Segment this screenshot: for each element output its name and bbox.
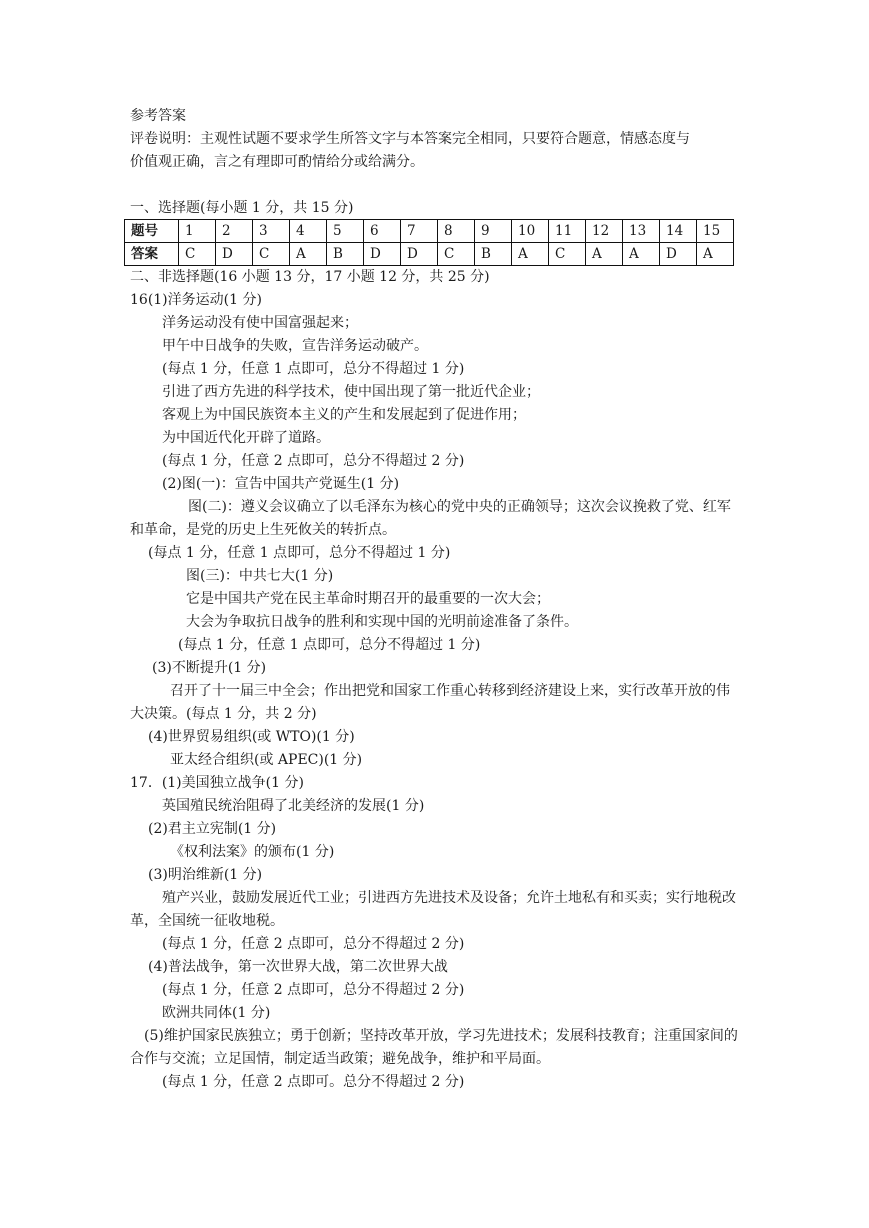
answer-paragraph: 图(二)：遵义会议确立了以毛泽东为核心的党中央的正确领导；这次会议挽救了党、红军和革命，是党的历史上生死攸关的转折点。 (130, 499, 731, 538)
answer-line: 客观上为中国民族资本主义的产生和发展起到了促进作用； (162, 407, 526, 423)
answer-line: 《权利法案》的颁布(1 分) (170, 844, 335, 860)
table-row-answers (125, 243, 734, 266)
page-title: 参考答案 (130, 108, 186, 124)
answer-line: 亚太经合组织(或 APEC)(1 分) (170, 752, 363, 768)
answer-cell: D (660, 243, 697, 266)
question-number: 8 (438, 220, 475, 243)
q16-part4: (4)世界贸易组织(或 WTO)(1 分) (148, 729, 355, 745)
header-block (130, 105, 740, 220)
q17-part4: (4)普法战争，第一次世界大战，第二次世界大战 (148, 959, 448, 975)
answer-paragraph: (5)维护国家民族独立；勇于创新；坚持改革开放，学习先进技术；发展科技教育；注重国家间的合作与交流；立足国情，制定适当政策；避免战争，维护和平局面。 (130, 1028, 738, 1067)
answer-cell: C (253, 243, 290, 266)
answer-paragraph: 殖产兴业，鼓励发展近代工业；引进西方先进技术及设备；允许土地私有和买卖；实行地税改革，全国统一征收地税。 (130, 890, 736, 929)
question-number: 15 (697, 220, 734, 243)
answer-line: 为中国近代化开辟了道路。 (162, 430, 330, 446)
section1-heading: 一、选择题(每小题 1 分，共 15 分) (130, 200, 354, 216)
question-number: 14 (660, 220, 697, 243)
q17-part1: 17．(1)美国独立战争(1 分) (130, 775, 304, 791)
scoring-note: (每点 1 分，任意 1 点即可，总分不得超过 1 分) (162, 361, 465, 377)
answer-cell: A (697, 243, 734, 266)
answer-cell: B (475, 243, 512, 266)
answer-cell: A (512, 243, 549, 266)
answer-table (124, 219, 734, 266)
answer-line: 大会为争取抗日战争的胜利和实现中国的光明前途准备了条件。 (186, 614, 578, 630)
question-number: 10 (512, 220, 549, 243)
scoring-note: (每点 1 分，任意 1 点即可，总分不得超过 1 分) (148, 545, 451, 561)
scoring-note: (每点 1 分，任意 1 点即可，总分不得超过 1 分) (178, 637, 481, 653)
q17-part2: (2)君主立宪制(1 分) (148, 821, 277, 837)
answer-line: 洋务运动没有使中国富强起来； (162, 315, 358, 331)
scoring-note: (每点 1 分，任意 2 点即可，总分不得超过 2 分) (162, 453, 465, 469)
answer-cell: D (401, 243, 438, 266)
answer-line: 英国殖民统治阻碍了北美经济的发展(1 分) (162, 798, 425, 814)
scoring-note: (每点 1 分，任意 2 点即可，总分不得超过 2 分) (162, 982, 465, 998)
table-row-numbers (125, 220, 734, 243)
answer-line: 它是中国共产党在民主革命时期召开的最重要的一次大会； (186, 591, 550, 607)
grading-note-line-1: 评卷说明：主观性试题不要求学生所答文字与本答案完全相同，只要符合题意，情感态度与 (130, 131, 690, 147)
question-number: 9 (475, 220, 512, 243)
question-number: 3 (253, 220, 290, 243)
question-number: 5 (327, 220, 364, 243)
answer-cell: D (216, 243, 253, 266)
answer-cell: C (438, 243, 475, 266)
answer-line: 欧洲共同体(1 分) (162, 1005, 271, 1021)
q17-part3: (3)明治维新(1 分) (148, 867, 263, 883)
question-number: 13 (623, 220, 660, 243)
answer-line: 图(三)：中共七大(1 分) (186, 568, 334, 584)
section2-heading: 二、非选择题(16 小题 13 分，17 小题 12 分，共 25 分) (130, 269, 490, 285)
answer-line: 引进了西方先进的科学技术，使中国出现了第一批近代企业； (162, 384, 540, 400)
row-label-answer: 答案 (125, 243, 179, 266)
scoring-note: (每点 1 分，任意 2 点即可。总分不得超过 2 分) (162, 1074, 465, 1090)
answer-cell: B (327, 243, 364, 266)
question-number: 4 (290, 220, 327, 243)
q16-part1: 16(1)洋务运动(1 分) (130, 292, 262, 308)
row-label-question: 题号 (125, 220, 179, 243)
question-number: 1 (179, 220, 216, 243)
answer-cell: D (364, 243, 401, 266)
question-number: 12 (586, 220, 623, 243)
answer-cell: C (549, 243, 586, 266)
answer-cell: C (179, 243, 216, 266)
answer-cell: A (623, 243, 660, 266)
answer-cell: A (586, 243, 623, 266)
question-number: 7 (401, 220, 438, 243)
grading-note-line-2: 价值观正确，言之有理即可酌情给分或给满分。 (130, 154, 424, 170)
question-number: 6 (364, 220, 401, 243)
question-number: 2 (216, 220, 253, 243)
section2-block (130, 266, 740, 1094)
question-number: 11 (549, 220, 586, 243)
q16-part2: (2)图(一)：宣告中国共产党诞生(1 分) (162, 476, 400, 492)
scoring-note: (每点 1 分，任意 2 点即可，总分不得超过 2 分) (162, 936, 465, 952)
q16-part3: (3)不断提升(1 分) (152, 660, 267, 676)
answer-cell: A (290, 243, 327, 266)
answer-line: 甲午中日战争的失败，宣告洋务运动破产。 (162, 338, 428, 354)
answer-paragraph: 召开了十一届三中全会；作出把党和国家工作重心转移到经济建设上来，实行改革开放的伟大决策。(每点 1 分，共 2 分) (130, 683, 730, 722)
